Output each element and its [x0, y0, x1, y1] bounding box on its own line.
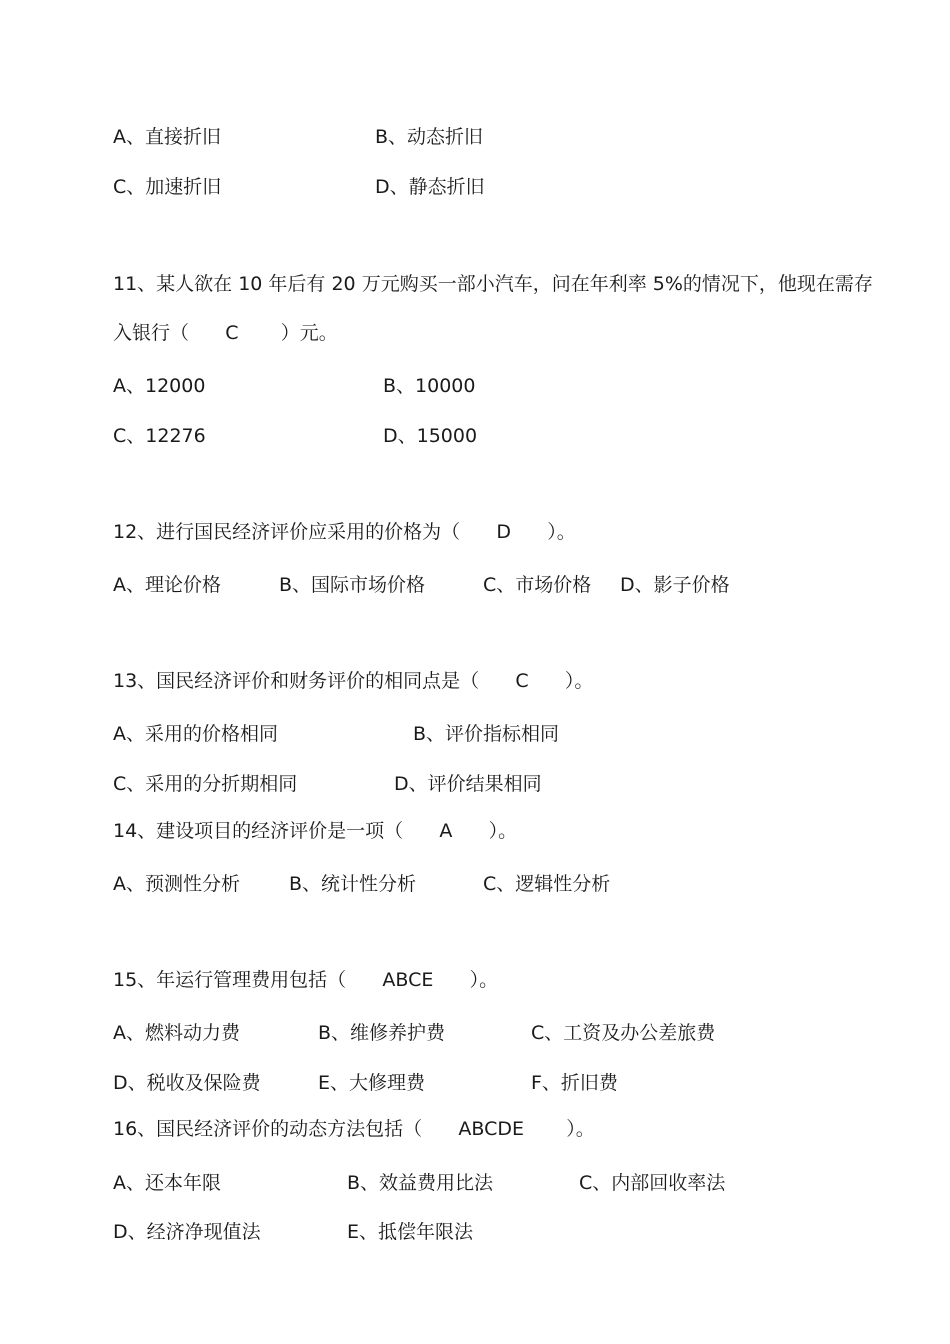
option-d: D、影子价格: [620, 574, 730, 596]
option-a: A、预测性分析: [113, 873, 240, 895]
option-c: C、加速折旧: [113, 176, 222, 198]
question-11-stem-line-2: 入银行（ C ）元。: [113, 322, 338, 344]
option-c: C、12276: [113, 425, 206, 447]
option-f: F、折旧费: [531, 1072, 618, 1094]
option-a: A、还本年限: [113, 1172, 221, 1194]
question-12-stem: 12、进行国民经济评价应采用的价格为（ D ）。: [113, 521, 576, 543]
option-c: C、内部回收率法: [579, 1172, 726, 1194]
option-d: D、经济净现值法: [113, 1221, 261, 1243]
option-a: A、燃料动力费: [113, 1022, 240, 1044]
question-13-stem: 13、国民经济评价和财务评价的相同点是（ C ）。: [113, 670, 594, 692]
option-e: E、大修理费: [318, 1072, 426, 1094]
option-b: B、效益费用比法: [347, 1172, 494, 1194]
option-d: D、静态折旧: [375, 176, 485, 198]
option-d: D、评价结果相同: [394, 773, 542, 795]
option-a: A、采用的价格相同: [113, 723, 278, 745]
question-14-stem: 14、建设项目的经济评价是一项（ A ）。: [113, 820, 518, 842]
question-16-stem: 16、国民经济评价的动态方法包括（ ABCDE ）。: [113, 1118, 595, 1140]
option-a: A、12000: [113, 375, 206, 397]
option-b: B、维修养护费: [318, 1022, 446, 1044]
option-d: D、15000: [383, 425, 478, 447]
option-b: B、10000: [383, 375, 476, 397]
option-b: B、统计性分析: [289, 873, 417, 895]
option-d: D、税收及保险费: [113, 1072, 261, 1094]
option-b: B、评价指标相同: [413, 723, 560, 745]
question-11-stem-line-1: 11、某人欲在 10 年后有 20 万元购买一部小汽车，问在年利率 5%的情况下，他现在需存: [113, 273, 873, 295]
option-e: E、抵偿年限法: [347, 1221, 474, 1243]
option-c: C、工资及办公差旅费: [531, 1022, 716, 1044]
option-a: A、直接折旧: [113, 126, 221, 148]
option-b: B、国际市场价格: [279, 574, 426, 596]
option-c: C、采用的分折期相同: [113, 773, 298, 795]
option-c: C、逻辑性分析: [483, 873, 611, 895]
option-a: A、理论价格: [113, 574, 221, 596]
option-b: B、动态折旧: [375, 126, 484, 148]
option-c: C、市场价格: [483, 574, 592, 596]
question-15-stem: 15、年运行管理费用包括（ ABCE ）。: [113, 969, 499, 991]
